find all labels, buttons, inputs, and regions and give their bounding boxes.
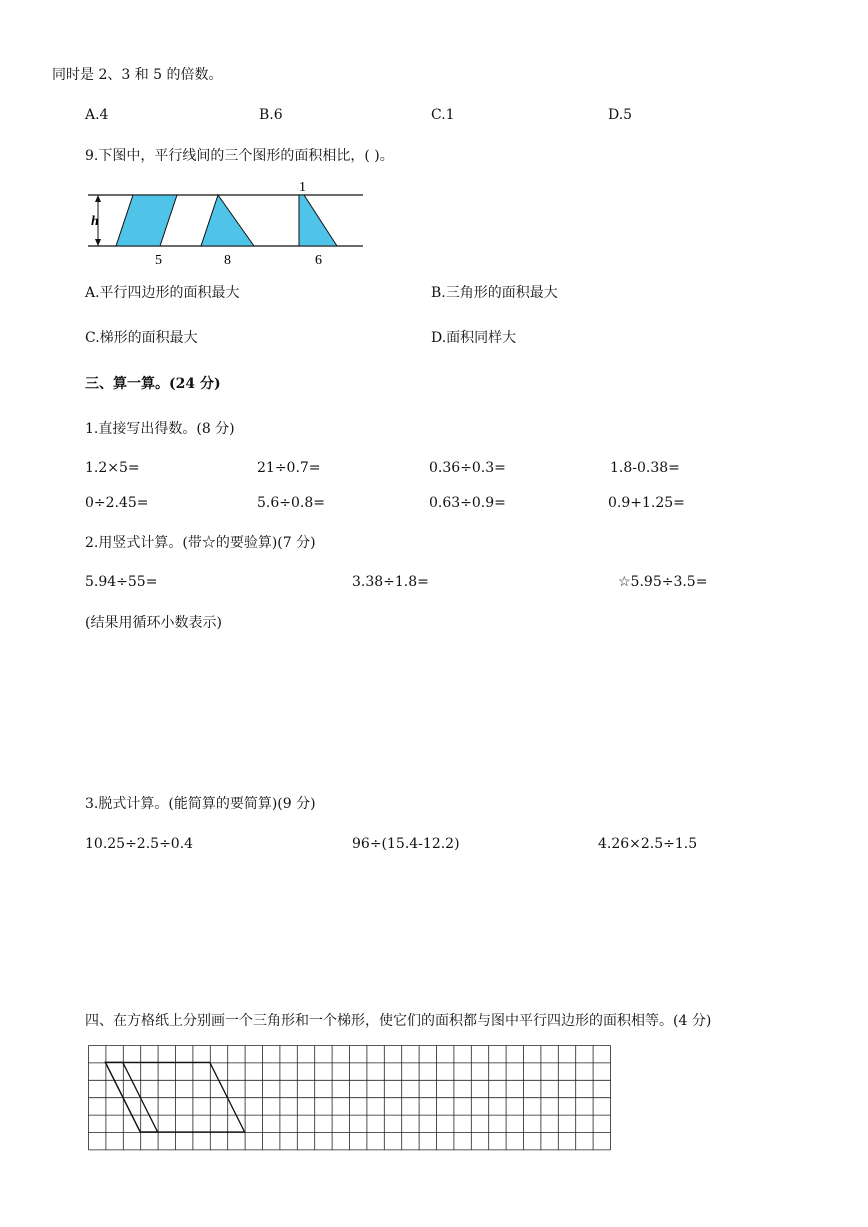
parallelogram-shape <box>116 195 177 246</box>
vertical-calc-item: ☆5.95÷3.5= <box>618 574 708 590</box>
q8-option-b[interactable]: B.6 <box>259 107 283 123</box>
q8-stem-tail: 同时是 2、3 和 5 的倍数。 <box>52 67 223 83</box>
triangle-shape <box>201 195 254 246</box>
height-arrow-up-icon <box>95 195 101 202</box>
mental-math-item: 1.2×5= <box>85 460 140 476</box>
grid-parallelogram-shape <box>105 1062 244 1132</box>
q9-stem: 9.下图中，平行线间的三个图形的面积相比，( )。 <box>85 148 394 164</box>
part-1-title: 1.直接写出得数。(8 分) <box>85 421 235 437</box>
trapezoid-base-label: 6 <box>315 253 322 268</box>
triangle-base-label: 8 <box>224 253 231 268</box>
q8-option-c[interactable]: C.1 <box>431 107 455 123</box>
parallelogram-base-label: 5 <box>155 253 162 268</box>
q9-option-d[interactable]: D.面积同样大 <box>431 330 517 346</box>
trapezoid-top-label: 1 <box>299 180 306 195</box>
q9-option-c[interactable]: C.梯形的面积最大 <box>85 330 198 346</box>
parallel-lines-figure <box>80 176 380 270</box>
grid-lines <box>89 1046 611 1150</box>
step-calc-item: 96÷(15.4-12.2) <box>352 836 460 852</box>
q8-option-d[interactable]: D.5 <box>608 107 633 123</box>
part-3-title: 3.脱式计算。(能简算的要简算)(9 分) <box>85 796 316 812</box>
vertical-calc-item: 5.94÷55= <box>85 574 158 590</box>
mental-math-item: 1.8-0.38= <box>610 460 680 476</box>
mental-math-item: 0÷2.45= <box>85 495 149 511</box>
step-calc-item: 4.26×2.5÷1.5 <box>598 836 698 852</box>
mental-math-item: 5.6÷0.8= <box>257 495 325 511</box>
step-calc-item: 10.25÷2.5÷0.4 <box>85 836 194 852</box>
height-label: h <box>91 214 99 229</box>
grid-parallelogram-left-edge <box>105 1062 157 1132</box>
section-3-title: 三、算一算。(24 分) <box>85 376 221 392</box>
vertical-calc-item: 3.38÷1.8= <box>352 574 429 590</box>
q8-option-a[interactable]: A.4 <box>85 107 109 123</box>
mental-math-item: 0.36÷0.3= <box>429 460 506 476</box>
grid-paper[interactable] <box>88 1045 612 1153</box>
mental-math-item: 0.9+1.25= <box>608 495 685 511</box>
trapezoid-shape <box>299 195 337 246</box>
section-4-title: 四、在方格纸上分别画一个三角形和一个梯形，使它们的面积都与图中平行四边形的面积相等。(4 分) <box>85 1013 712 1029</box>
mental-math-item: 21÷0.7= <box>257 460 321 476</box>
part-2-title: 2.用竖式计算。(带☆的要验算)(7 分) <box>85 535 316 551</box>
repeating-decimal-note: (结果用循环小数表示) <box>85 615 222 631</box>
mental-math-item: 0.63÷0.9= <box>429 495 506 511</box>
q9-option-b[interactable]: B.三角形的面积最大 <box>431 285 558 301</box>
height-arrow-down-icon <box>95 239 101 246</box>
q9-option-a[interactable]: A.平行四边形的面积最大 <box>85 285 240 301</box>
